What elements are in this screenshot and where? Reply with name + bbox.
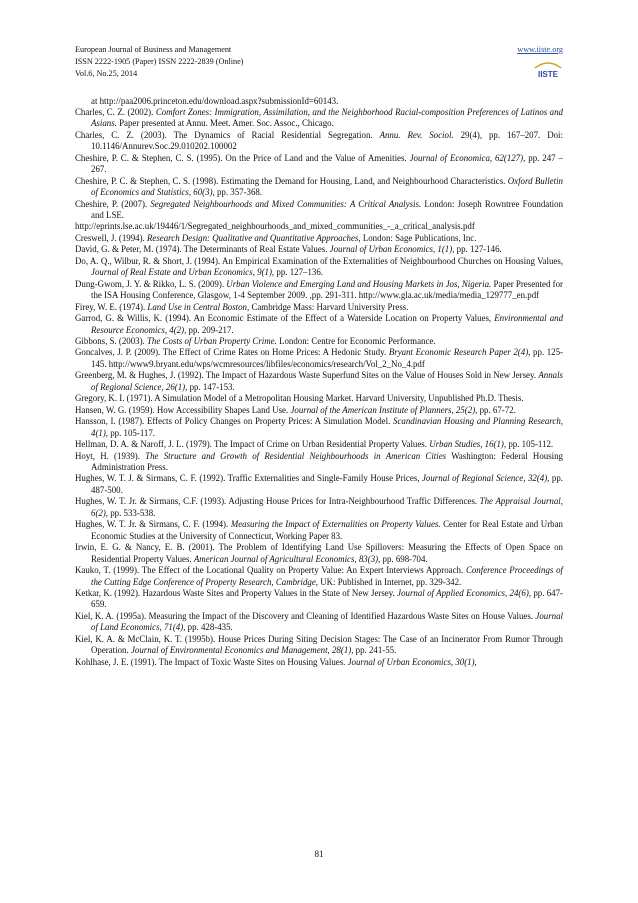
reference-entry: Hansson, I. (1987). Effects of Policy Changes on Property Prices: A Simulation Model. Scandinavian Housing and Planning Research, 4(1), pp. 105-117. [75,416,563,438]
iiste-logo [533,57,563,79]
reference-entry: Cheshire, P. C. & Stephen, C. S. (1995). On the Price of Land and the Value of Amenities. Journal of Economica, 62(127), pp. 247 – 267. [75,152,563,175]
reference-entry: Kiel, K. A. & McClain, K. T. (1995b). House Prices During Siting Decision Stages: The Case of an Incinerator From Rumor Through Operation. Journal of Environmental Economics and Management, 28(1), pp. 241-55. [75,633,563,656]
reference-entry: Cheshire, P. C. & Stephen, C. S. (1998). Estimating the Demand for Housing, Land, and Neighbourhood Characteristics. Oxford Bulletin of Economics and Statistics, 60(3), pp. 357-368. [75,175,563,198]
reference-entry: Kiel, K. A. (1995a). Measuring the Impact of the Discovery and Cleaning of Identified Hazardous Waste Sites on House Values. Journal of Land Economics, 71(4), pp. 428-435. [75,610,563,633]
references-list [75,96,563,669]
reference-entry: Hughes, W. T. Jr. & Sirmans, C.F. (1993). Adjusting House Prices for Intra-Neighbourhood Traffic Differences. The Appraisal Journal, 6(2), pp. 533-538. [75,496,563,518]
reference-entry: Hansen, W. G. (1959). How Accessibility Shapes Land Use. Journal of the American Institute of Planners, 25(2), pp. 67-72. [75,404,516,415]
reference-entry: Hughes, W. T. J. & Sirmans, C. F. (1992). Traffic Externalities and Single-Family House Prices, Journal of Regional Science, 32(4), pp. 487-500. [75,473,564,495]
reference-entry: Kauko, T. (1999). The Effect of the Locational Quality on Property Value: An Expert Interviews Approach. Conference Proceedings of the Cutting Edge Conference of Property Research, Cambridge, UK: Published in Internet, pp. 329-342. [75,565,563,587]
reference-entry: http://eprints.lse.ac.uk/19446/1/Segregated_neighbourhoods_and_mixed_communities_-_a_critical_analysis.pdf [75,221,475,232]
journal-url-link[interactable]: www.iiste.org [517,45,563,54]
reference-entry: Garrod, G. & Willis, K. (1994). An Economic Estimate of the Effect of a Waterside Location on Property Values, Environmental and Resource Economics, 4(2), pp. 209-217. [75,313,564,335]
issn-line: ISSN 2222-1905 (Paper) ISSN 2222-2839 (Online) [75,57,244,66]
page-number: 81 [314,849,324,859]
reference-entry: Greenberg, M. & Hughes, J. (1992). The Impact of Hazardous Waste Superfund Sites on the Value of Houses Sold in New Jersey. Annals of Regional Science, 26(1), pp. 147-153. [75,370,563,392]
page-header [75,44,563,80]
reference-entry: Charles, C. Z. (2003). The Dynamics of Racial Residential Segregation. Annu. Rev. Sociol. 29(4), pp. 167–207. Doi: 10.1146/Annurev.Soc.29.010202.100002 [75,129,563,152]
reference-entry: Goncalves, J. P. (2009). The Effect of Crime Rates on Home Prices: A Hedonic Study. Bryant Economic Research Paper 2(4), pp. 125-145. http://www9.bryant.edu/wps/wcmresources/libfiles/economics/research/Vol_2_No_4.pdf [75,347,563,369]
reference-entry: Charles, C. Z. (2002). Comfort Zones: Immigration, Assimilation, and the Neighborhood Racial-composition Preferences of Latinos and Asians. Paper presented at Annu. Meet. Amer. Soc. Assoc., Chicago. [75,106,563,129]
reference-entry: Creswell, J. (1994). Research Design: Qualitative and Quantitative Approaches, London: Sage Publications, Inc. [75,232,477,243]
reference-entry: Gibbons, S. (2003). The Costs of Urban Property Crime. London: Centre for Economic Performance. [75,336,436,347]
reference-entry: David, G. & Peter, M. (1974). The Determinants of Real Estate Values. Journal of Urban Economics, 1(1), pp. 127-146. [75,244,502,255]
reference-entry: Gregory, K. I. (1971). A Simulation Model of a Metropolitan Housing Market. Harvard University, Unpublished Ph.D. Thesis. [75,393,524,404]
reference-entry: at http://paa2006.princeton.edu/download.aspx?submissionId=60143. [91,95,339,106]
journal-name: European Journal of Business and Management [75,45,232,54]
reference-entry: Hughes, W. T. Jr. & Sirmans, C. F. (1994). Measuring the Impact of Externalities on Property Values. Center for Real Estate and Urban Economic Studies at the University of Connecticut, Working Paper 83. [75,519,563,541]
reference-entry: Cheshire, P. (2007). Segregated Neighbourhoods and Mixed Communities: A Critical Analysis. London: Joseph Rowntree Foundation and LSE. [75,198,564,221]
reference-entry: Irwin, E. G. & Nancy, E. B. (2001). The Problem of Identifying Land Use Spillovers: Measuring the Effects of Open Space on Residential Property Values. American Journal of Agricultural Economics, 83(3), pp. 698-704. [75,542,563,564]
volume-line: Vol.6, No.25, 2014 [75,69,138,78]
reference-entry: Hoyt, H. (1939). The Structure and Growth of Residential Neighbourhoods in American Cities Washington: Federal Housing Administration Press. [75,450,563,472]
reference-entry: Firey, W. E. (1974). Land Use in Central Boston, Cambridge Mass: Harvard University Press. [75,301,409,312]
reference-entry: Dung-Gwom, J. Y. & Rikko, L. S. (2009). Urban Violence and Emerging Land and Housing Markets in Jos, Nigeria. Paper Presented for the ISA Housing Conference, Glasgow, 1-4 September 2009. ,pp. 291-311. http://www.gla.ac.uk/media/media_129777_en.pdf [75,278,564,301]
reference-entry: Hellman, D. A. & Naroff, J. L. (1979). The Impact of Crime on Urban Residential Property Values. Urban Studies, 16(1), pp. 105-112. [75,439,554,450]
reference-entry: Do, A. Q., Wilbur, R. & Short, J. (1994). An Empirical Examination of the Externalities of Neighbourhood Churches on Housing Values, Journal of Real Estate and Urban Economics, 9(1), pp. 127–136. [75,255,563,278]
reference-entry: Kohlhase, J. E. (1991). The Impact of Toxic Waste Sites on Housing Values. Journal of Urban Economics, 30(1), [75,656,477,667]
logo-text: IISTE [537,70,559,79]
reference-entry: Ketkar, K. (1992). Hazardous Waste Sites and Property Values in the State of New Jersey. Journal of Applied Economics, 24(6), pp. 647-659. [75,587,563,610]
